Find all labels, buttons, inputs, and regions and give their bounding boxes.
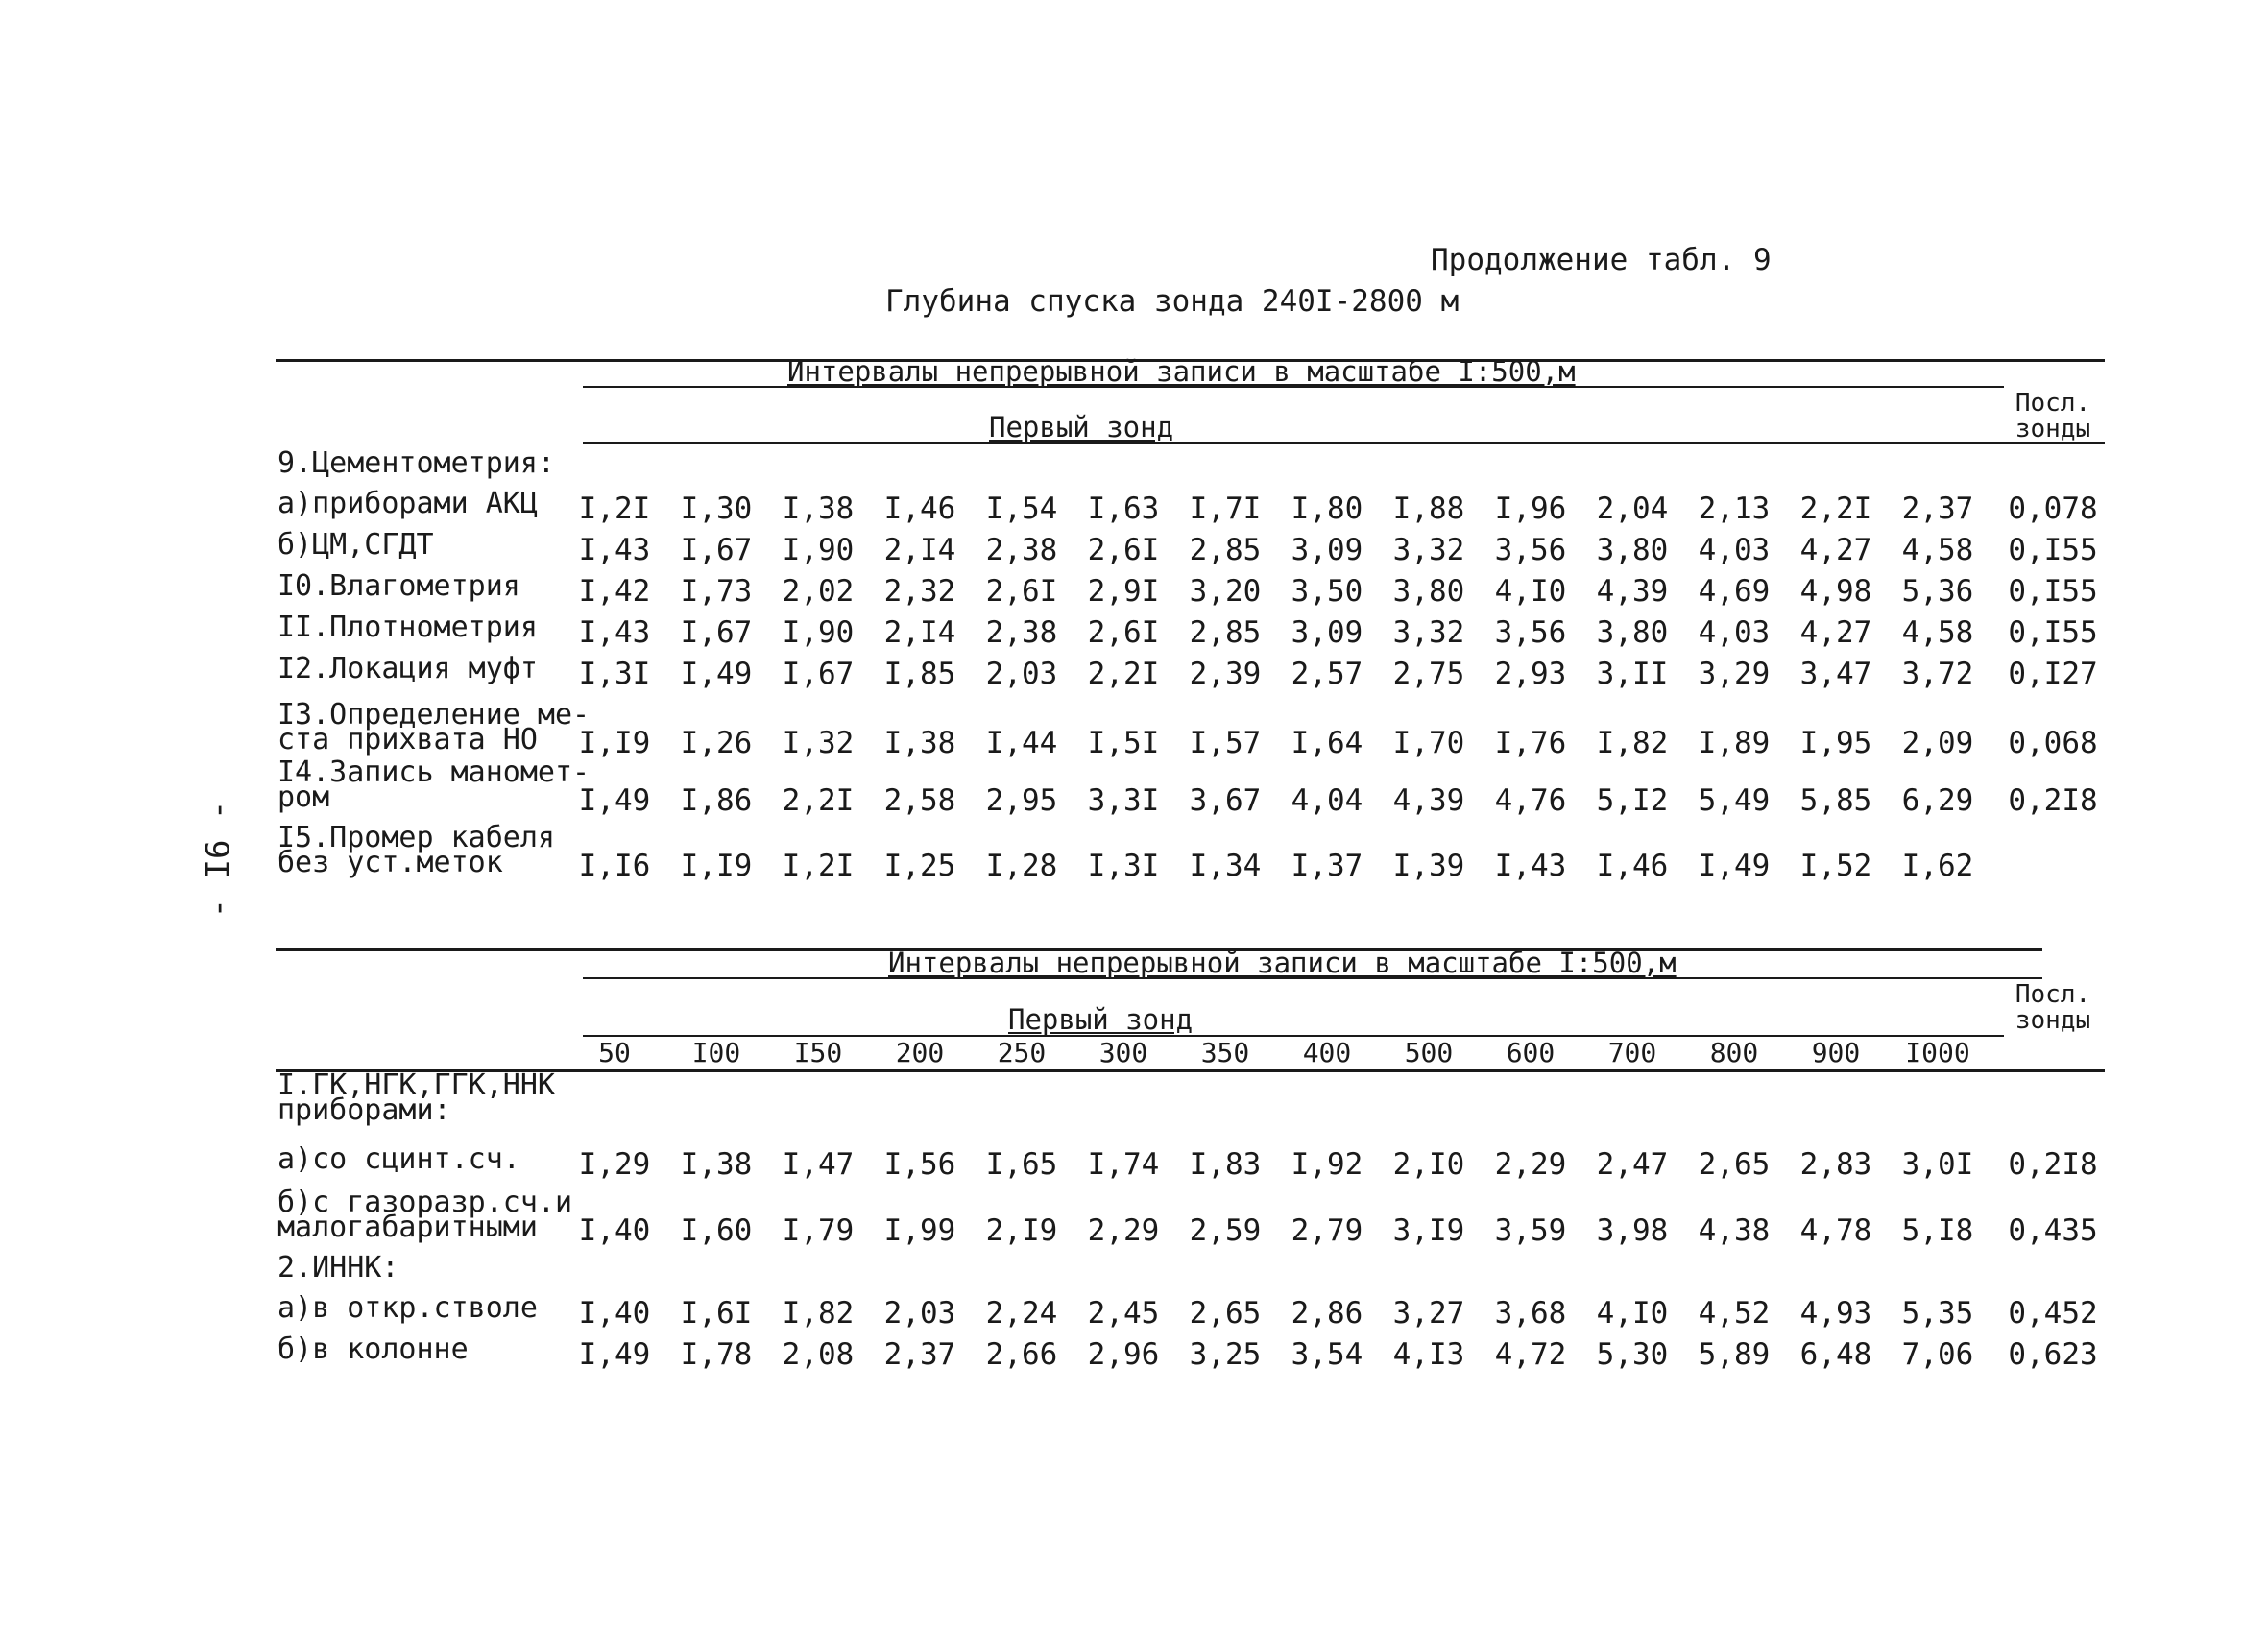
cell-value: I,92	[1291, 1147, 1363, 1182]
cell-value: I,2I	[782, 849, 855, 883]
cell-value: I,28	[985, 849, 1058, 883]
row-label: 2.ИННК:	[277, 1251, 399, 1284]
row-label: I4.Запись маномет- ром	[277, 756, 591, 814]
cell-value: 3,25	[1189, 1337, 1262, 1372]
cell-value: 2,I4	[883, 533, 956, 567]
cell-value: I,40	[578, 1213, 651, 1248]
column-header: 350	[1200, 1037, 1250, 1068]
cell-value: I,I6	[578, 849, 651, 883]
cell-value: 4,52	[1698, 1296, 1771, 1331]
column-header: 200	[895, 1037, 945, 1068]
page-number: - I6 -	[199, 800, 238, 919]
table-row	[0, 783, 2268, 816]
cell-value: I,67	[782, 657, 855, 691]
cell-value: I,30	[680, 492, 753, 526]
cell-value: 2,09	[1901, 726, 1974, 760]
cell-value: I,52	[1799, 849, 1872, 883]
cell-value: 4,76	[1494, 783, 1567, 818]
cell-value: I,90	[782, 533, 855, 567]
cell-value: 2,38	[985, 615, 1058, 650]
cell-value: I,38	[680, 1147, 753, 1182]
table-row	[0, 1213, 2268, 1246]
cell-value: 3,98	[1596, 1213, 1669, 1248]
cell-last-probe: 0,I55	[2008, 615, 2098, 650]
cell-value: I,88	[1392, 492, 1465, 526]
table-2-last-probe-caption: Посл. зонды	[2015, 980, 2091, 1035]
cell-value: I,3I	[578, 657, 651, 691]
cell-value: I,82	[1596, 726, 1669, 760]
cell-value: I,95	[1799, 726, 1872, 760]
cell-value: 2,I9	[985, 1213, 1058, 1248]
cell-value: I,25	[883, 849, 956, 883]
table-2-intervals-caption: Интервалы непрерывной записи в масштабе I:500,м	[888, 947, 1677, 979]
cell-value: 4,38	[1698, 1213, 1771, 1248]
cell-value: 5,49	[1698, 783, 1771, 818]
cell-value: I,80	[1291, 492, 1363, 526]
cell-value: I,74	[1087, 1147, 1160, 1182]
column-header: I50	[793, 1037, 843, 1068]
row-label: 9.Цементометрия:	[277, 446, 555, 480]
cell-value: I,60	[680, 1213, 753, 1248]
cell-value: 3,29	[1698, 657, 1771, 691]
row-label: I0.Влагометрия	[277, 569, 520, 603]
table-row	[0, 611, 2268, 650]
cell-value: 2,6I	[1087, 615, 1160, 650]
column-header: 300	[1098, 1037, 1148, 1068]
cell-value: 2,2I	[782, 783, 855, 818]
cell-value: I,I9	[680, 849, 753, 883]
cell-value: I,78	[680, 1337, 753, 1372]
cell-value: I,56	[883, 1147, 956, 1182]
cell-value: 2,9I	[1087, 574, 1160, 609]
cell-value: 4,04	[1291, 783, 1363, 818]
table-row	[0, 1332, 2268, 1372]
cell-value: 3,67	[1189, 783, 1262, 818]
cell-value: I,49	[1698, 849, 1771, 883]
cell-value: 3,0I	[1901, 1147, 1974, 1182]
cell-last-probe: 0,2I8	[2008, 1147, 2098, 1182]
cell-value: 4,27	[1799, 615, 1872, 650]
cell-value: I,2I	[578, 492, 651, 526]
cell-last-probe: 0,435	[2008, 1213, 2098, 1248]
cell-value: 2,86	[1291, 1296, 1363, 1331]
cell-value: 3,80	[1392, 574, 1465, 609]
cell-value: 2,65	[1698, 1147, 1771, 1182]
cell-value: 3,80	[1596, 615, 1669, 650]
cell-value: I,46	[1596, 849, 1669, 883]
cell-value: 3,09	[1291, 533, 1363, 567]
cell-value: 3,80	[1596, 533, 1669, 567]
cell-value: 6,29	[1901, 783, 1974, 818]
cell-value: 3,59	[1494, 1213, 1567, 1248]
cell-value: 3,II	[1596, 657, 1669, 691]
table-continuation-label: Продолжение табл. 9	[1431, 243, 1772, 277]
cell-value: 3,32	[1392, 533, 1465, 567]
cell-value: I,38	[883, 726, 956, 760]
cell-value: 2,83	[1799, 1147, 1872, 1182]
cell-last-probe: 0,452	[2008, 1296, 2098, 1331]
cell-value: I,90	[782, 615, 855, 650]
cell-value: I,46	[883, 492, 956, 526]
column-header: I000	[1905, 1037, 1970, 1068]
cell-value: I,86	[680, 783, 753, 818]
cell-value: 2,57	[1291, 657, 1363, 691]
cell-value: 4,27	[1799, 533, 1872, 567]
cell-value: I,70	[1392, 726, 1465, 760]
column-header: 800	[1709, 1037, 1759, 1068]
cell-value: 2,65	[1189, 1296, 1262, 1331]
cell-value: I,67	[680, 533, 753, 567]
cell-value: I,82	[782, 1296, 855, 1331]
cell-value: 4,39	[1596, 574, 1669, 609]
cell-value: 4,72	[1494, 1337, 1567, 1372]
cell-value: 4,98	[1799, 574, 1872, 609]
row-label: б)ЦМ,СГДТ	[277, 528, 434, 562]
row-label: I5.Промер кабеля без уст.меток	[277, 821, 555, 879]
cell-value: 3,68	[1494, 1296, 1567, 1331]
cell-last-probe: 0,623	[2008, 1337, 2098, 1372]
cell-value: 5,I8	[1901, 1213, 1974, 1248]
cell-value: 2,47	[1596, 1147, 1669, 1182]
cell-value: 3,50	[1291, 574, 1363, 609]
cell-value: 4,I0	[1596, 1296, 1669, 1331]
row-label: I.ГК,НГК,ГГК,ННК приборами:	[277, 1068, 555, 1127]
cell-last-probe: 0,2I8	[2008, 783, 2098, 818]
cell-value: I,3I	[1087, 849, 1160, 883]
depth-title: Глубина спуска зонда 240I-2800 м	[885, 284, 1460, 319]
cell-value: 2,38	[985, 533, 1058, 567]
cell-value: 4,78	[1799, 1213, 1872, 1248]
cell-value: I,49	[680, 657, 753, 691]
cell-value: I,63	[1087, 492, 1160, 526]
cell-value: 2,02	[782, 574, 855, 609]
cell-value: 2,45	[1087, 1296, 1160, 1331]
cell-value: I,43	[578, 615, 651, 650]
cell-value: 4,58	[1901, 615, 1974, 650]
cell-value: 5,I2	[1596, 783, 1669, 818]
cell-value: 3,56	[1494, 615, 1567, 650]
cell-value: 4,I3	[1392, 1337, 1465, 1372]
row-label: I3.Определение ме- ста прихвата НО	[277, 698, 591, 756]
cell-value: 2,03	[883, 1296, 956, 1331]
cell-value: 2,59	[1189, 1213, 1262, 1248]
cell-value: 3,09	[1291, 615, 1363, 650]
cell-value: 2,95	[985, 783, 1058, 818]
cell-value: I,I9	[578, 726, 651, 760]
cell-value: 3,32	[1392, 615, 1465, 650]
row-label: а)в откр.стволе	[277, 1291, 538, 1325]
cell-value: 4,I0	[1494, 574, 1567, 609]
cell-value: 2,I4	[883, 615, 956, 650]
cell-value: I,99	[883, 1213, 956, 1248]
cell-value: I,73	[680, 574, 753, 609]
cell-value: 2,58	[883, 783, 956, 818]
cell-value: 4,93	[1799, 1296, 1872, 1331]
cell-value: 2,75	[1392, 657, 1465, 691]
cell-value: I,34	[1189, 849, 1262, 883]
cell-value: 5,85	[1799, 783, 1872, 818]
cell-value: 3,56	[1494, 533, 1567, 567]
cell-value: I,49	[578, 783, 651, 818]
cell-value: I,38	[782, 492, 855, 526]
cell-value: 2,2I	[1799, 492, 1872, 526]
cell-value: I,67	[680, 615, 753, 650]
cell-value: 2,29	[1494, 1147, 1567, 1182]
cell-value: 2,32	[883, 574, 956, 609]
cell-value: 6,48	[1799, 1337, 1872, 1372]
cell-value: 2,96	[1087, 1337, 1160, 1372]
cell-value: 4,03	[1698, 533, 1771, 567]
cell-value: 3,54	[1291, 1337, 1363, 1372]
cell-value: 7,06	[1901, 1337, 1974, 1372]
cell-value: I,47	[782, 1147, 855, 1182]
cell-value: I,96	[1494, 492, 1567, 526]
cell-value: 5,35	[1901, 1296, 1974, 1331]
cell-last-probe: 0,I55	[2008, 574, 2098, 609]
cell-value: I,85	[883, 657, 956, 691]
cell-value: 5,36	[1901, 574, 1974, 609]
row-label: а)приборами АКЦ	[277, 487, 538, 520]
row-label: б)в колонне	[277, 1332, 469, 1366]
cell-value: 2,66	[985, 1337, 1058, 1372]
table-row	[0, 726, 2268, 758]
table-1-intervals-caption: Интервалы непрерывной записи в масштабе I:500,м	[787, 355, 1576, 388]
table-row	[0, 1142, 2268, 1182]
cell-value: 2,13	[1698, 492, 1771, 526]
cell-value: 4,69	[1698, 574, 1771, 609]
cell-value: I,37	[1291, 849, 1363, 883]
cell-value: 3,27	[1392, 1296, 1465, 1331]
cell-value: I,64	[1291, 726, 1363, 760]
cell-value: 2,6I	[985, 574, 1058, 609]
cell-value: 2,93	[1494, 657, 1567, 691]
table-row	[0, 652, 2268, 691]
cell-value: 3,3I	[1087, 783, 1160, 818]
column-header: 600	[1506, 1037, 1556, 1068]
table-1-first-probe-caption: Первый зонд	[989, 411, 1174, 444]
cell-value: 2,24	[985, 1296, 1058, 1331]
table-1-intervals-rule	[583, 386, 2004, 388]
table-1-last-probe-caption: Посл. зонды	[2015, 389, 2091, 444]
cell-value: I,6I	[680, 1296, 753, 1331]
cell-value: I,83	[1189, 1147, 1262, 1182]
table-2-intervals-rule	[583, 977, 2042, 979]
cell-value: 2,79	[1291, 1213, 1363, 1248]
table-2-first-probe-caption: Первый зонд	[1008, 1003, 1194, 1036]
cell-value: 5,89	[1698, 1337, 1771, 1372]
cell-value: 2,29	[1087, 1213, 1160, 1248]
table-2-column-headers	[0, 1037, 2268, 1071]
cell-value: I,44	[985, 726, 1058, 760]
cell-last-probe: 0,I27	[2008, 657, 2098, 691]
cell-value: 2,08	[782, 1337, 855, 1372]
table-row	[0, 528, 2268, 567]
cell-value: I,42	[578, 574, 651, 609]
cell-value: 3,20	[1189, 574, 1262, 609]
cell-value: 2,03	[985, 657, 1058, 691]
cell-value: I,43	[578, 533, 651, 567]
cell-last-probe: 0,I55	[2008, 533, 2098, 567]
cell-value: 4,03	[1698, 615, 1771, 650]
cell-last-probe: 0,068	[2008, 726, 2098, 760]
cell-value: 2,6I	[1087, 533, 1160, 567]
cell-value: I,5I	[1087, 726, 1160, 760]
table-row	[0, 849, 2268, 881]
cell-value: 5,30	[1596, 1337, 1669, 1372]
cell-value: I,65	[985, 1147, 1058, 1182]
cell-value: I,62	[1901, 849, 1974, 883]
cell-value: I,54	[985, 492, 1058, 526]
cell-value: I,29	[578, 1147, 651, 1182]
column-header: 50	[598, 1037, 631, 1068]
cell-value: I,32	[782, 726, 855, 760]
cell-value: I,43	[1494, 849, 1567, 883]
cell-value: 2,85	[1189, 533, 1262, 567]
cell-value: 2,2I	[1087, 657, 1160, 691]
column-header: 700	[1607, 1037, 1657, 1068]
row-label: I2.Локация муфт	[277, 652, 538, 685]
cell-value: 2,37	[1901, 492, 1974, 526]
row-label: II.Плотнометрия	[277, 611, 538, 644]
column-header: 400	[1302, 1037, 1352, 1068]
cell-value: I,76	[1494, 726, 1567, 760]
cell-value: 2,I0	[1392, 1147, 1465, 1182]
column-header: 250	[997, 1037, 1047, 1068]
cell-value: 3,I9	[1392, 1213, 1465, 1248]
cell-value: 2,37	[883, 1337, 956, 1372]
table-row	[0, 487, 2268, 526]
row-label: а)со сцинт.сч.	[277, 1142, 520, 1176]
cell-value: I,89	[1698, 726, 1771, 760]
cell-value: I,57	[1189, 726, 1262, 760]
cell-value: 3,72	[1901, 657, 1974, 691]
table-row	[0, 569, 2268, 609]
cell-value: I,39	[1392, 849, 1465, 883]
column-header: I00	[691, 1037, 741, 1068]
row-label: б)с газоразр.сч.и малогабаритными	[277, 1186, 573, 1244]
cell-value: I,40	[578, 1296, 651, 1331]
cell-value: 2,04	[1596, 492, 1669, 526]
table-1-header-bottom-rule	[583, 442, 2105, 444]
cell-value: 4,58	[1901, 533, 1974, 567]
cell-last-probe: 0,078	[2008, 492, 2098, 526]
cell-value: I,7I	[1189, 492, 1262, 526]
cell-value: 3,47	[1799, 657, 1872, 691]
cell-value: 4,39	[1392, 783, 1465, 818]
column-header: 500	[1404, 1037, 1454, 1068]
table-row	[0, 1291, 2268, 1331]
cell-value: I,79	[782, 1213, 855, 1248]
column-header: 900	[1811, 1037, 1861, 1068]
cell-value: I,49	[578, 1337, 651, 1372]
cell-value: 2,85	[1189, 615, 1262, 650]
cell-value: 2,39	[1189, 657, 1262, 691]
cell-value: I,26	[680, 726, 753, 760]
